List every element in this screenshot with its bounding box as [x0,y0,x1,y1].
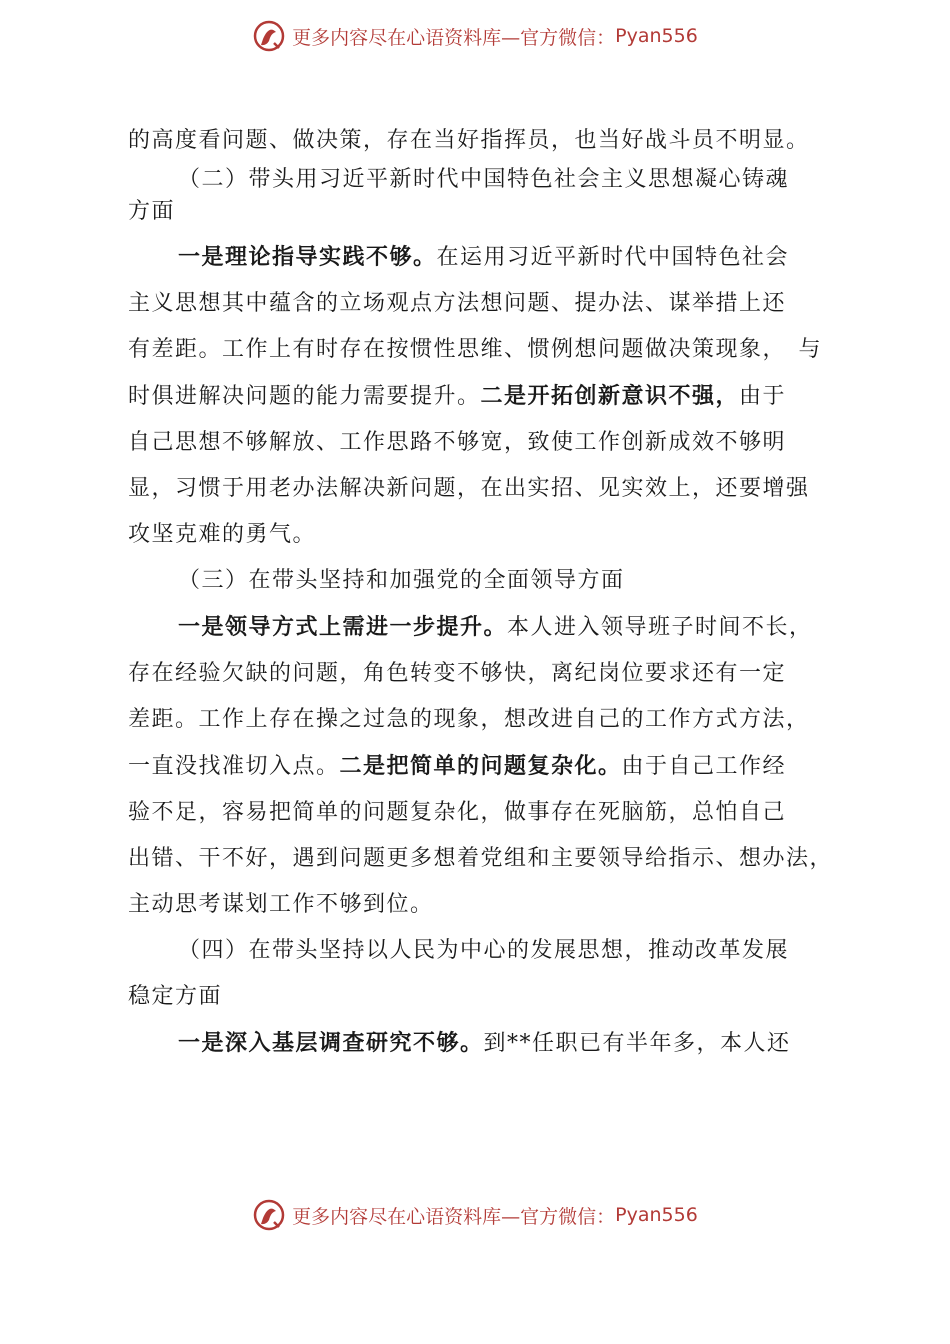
watermark-footer [0,1195,950,1235]
text-line: 一是理论指导实践不够。在运用习近平新时代中国特色社会 [178,244,790,270]
text-line: 的高度看问题、做决策，存在当好指挥员，也当好战斗员不明显。 [128,128,810,153]
text-line: 有差距。工作上有时存在按惯性思维、惯例想问题做决策现象， 与 [128,337,823,362]
section-heading-4: （四）在带头坚持以人民为中心的发展思想，推动改革发展 [178,938,790,963]
document-body [128,118,860,1067]
text-line: 验不足，容易把简单的问题复杂化，做事存在死脑筋，总怕自己 [128,800,787,825]
section-heading-4-cont: 稳定方面 [128,984,223,1009]
text-line: 一直没找准切入点。二是把简单的问题复杂化。由于自己工作经 [128,753,787,779]
section-heading-2: （二）带头用习近平新时代中国特色社会主义思想凝心铸魂 [178,167,790,192]
bold-point: 二是把简单的问题复杂化。 [339,753,622,779]
text-line: 差距。工作上存在操之过急的现象，想改进自己的工作方式方法， [128,707,810,732]
text-line: 出错、干不好，遇到问题更多想着党组和主要领导给指示、想办法， [128,846,834,871]
text-line: 一是领导方式上需进一步提升。本人进入领导班子时间不长， [178,614,813,640]
text-line: 主义思想其中蕴含的立场观点方法想问题、提办法、谋举措上还 [128,291,787,316]
text-line: 主动思考谋划工作不够到位。 [128,892,434,917]
bold-point: 一是理论指导实践不够。 [178,244,437,270]
watermark-wechat: Pyan556 [615,1204,698,1226]
watermark-text: 更多内容尽在心语资料库—官方微信： [292,26,616,49]
text-line: 时俱进解决问题的能力需要提升。二是开拓创新意识不强，由于 [128,383,787,409]
bold-point: 二是开拓创新意识不强， [480,383,740,409]
text-line: 一是深入基层调查研究不够。到**任职已有半年多，本人还 [178,1030,791,1056]
watermark-header [0,16,950,56]
heart-logo-icon [252,19,286,53]
watermark-text: 更多内容尽在心语资料库—官方微信： [292,1205,616,1228]
text-line: 自己思想不够解放、工作思路不够宽，致使工作创新成效不够明 [128,430,787,455]
text-line: 攻坚克难的勇气。 [128,522,317,547]
section-heading-3: （三）在带头坚持和加强党的全面领导方面 [178,568,625,593]
watermark-wechat: Pyan556 [615,25,698,47]
section-heading-2-cont: 方面 [128,199,176,224]
text-line: 存在经验欠缺的问题，角色转变不够快，离纪岗位要求还有一定 [128,661,787,686]
bold-point: 一是领导方式上需进一步提升。 [178,614,508,640]
text-line: 显，习惯于用老办法解决新问题，在出实招、见实效上，还要增强 [128,476,810,501]
heart-logo-icon [252,1198,286,1232]
bold-point: 一是深入基层调查研究不够。 [178,1030,484,1056]
